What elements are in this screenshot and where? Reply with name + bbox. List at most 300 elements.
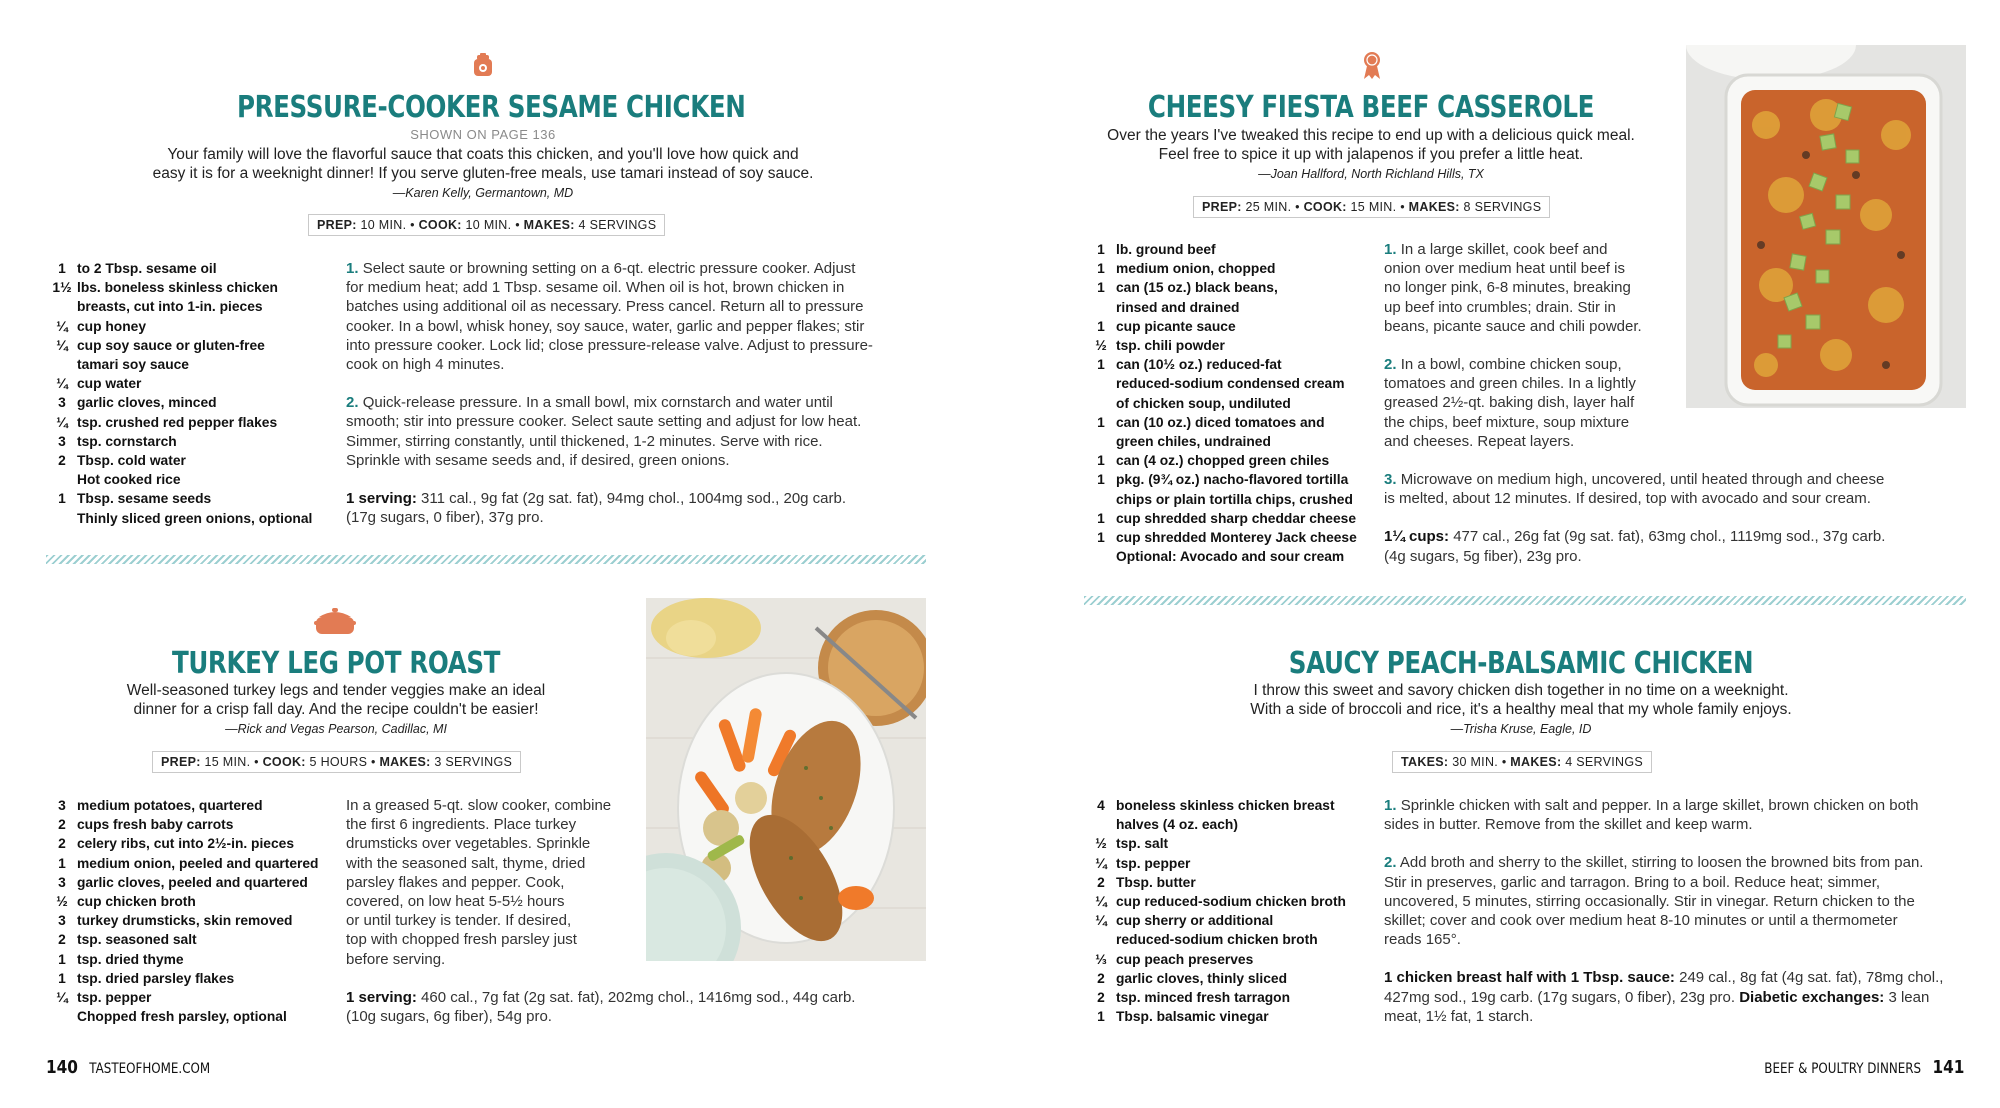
ingredient-text: medium potatoes, quartered: [77, 798, 263, 813]
ingredient-quantity: 1: [58, 491, 66, 507]
text-line: greased 2½-qt. baking dish, layer half: [1384, 394, 1635, 412]
ingredient-quantity: ¼: [1095, 855, 1107, 871]
ingredient-row: [1086, 969, 1376, 988]
paragraph-lines: [1384, 528, 1885, 564]
ingredient-text: green chiles, undrained: [1116, 434, 1271, 450]
ingredient-row: [1086, 547, 1371, 566]
ingredient-text: Tbsp. balsamic vinegar: [1116, 1009, 1269, 1025]
recipe2-intro-line: Over the years I've tweaked this recipe to end up with a delicious quick meal.: [1107, 127, 1635, 144]
ingredient-row: [47, 969, 347, 988]
recipe2-step-3: [1384, 470, 1944, 508]
text-line: and cheeses. Repeat layers.: [1384, 432, 1575, 450]
ingredient-row: [1086, 240, 1371, 259]
ingredient-quantity: [47, 1007, 77, 1026]
step-number: 1.: [346, 260, 359, 277]
text-line: smooth; stir into pressure cooker. Select saute setting and adjust for low heat.: [346, 413, 862, 431]
page-number: 140: [46, 1057, 78, 1078]
paragraph-lines: [346, 260, 873, 373]
recipe1-step-2: [346, 393, 926, 470]
ingredient-text: breasts, cut into 1-in. pieces: [77, 299, 263, 315]
ingredient-quantity: 1: [1097, 530, 1105, 546]
text-line: (4g sugars, 5g fiber), 23g pro.: [1384, 547, 1582, 565]
ingredient-quantity: 3: [58, 433, 66, 449]
ingredient-text: cup water: [77, 376, 142, 392]
ingredient-text: Tbsp. cold water: [77, 453, 186, 469]
text-line: onion over medium heat until beef is: [1384, 260, 1625, 278]
nutrition-text: 249 cal., 8g fat (4g sat. fat), 78mg chol.,: [1679, 969, 1944, 987]
ingredient-text: cup honey: [77, 318, 146, 334]
ingredient-text: tsp. dried parsley flakes: [77, 970, 235, 986]
ingredient-row: [1086, 988, 1376, 1007]
paragraph-lines: [1384, 471, 1884, 507]
ingredient-quantity: 1: [1097, 414, 1105, 430]
nutrition-label: 1 serving:: [346, 490, 417, 508]
ingredient-row: [47, 930, 347, 949]
cook-time: 5 HOURS: [309, 755, 368, 769]
nutrition-label: 1¼ cups:: [1384, 528, 1450, 546]
text-line: 311 cal., 9g fat (2g sat. fat), 94mg chol., 1004mg sod., 20g carb.: [421, 490, 847, 508]
ingredient-quantity: [1086, 547, 1116, 566]
text-line: Quick-release pressure. In a small bowl, mix cornstarch and water until: [362, 394, 833, 412]
ingredient-row: [47, 278, 337, 297]
ingredient-text: Hot cooked rice: [77, 472, 181, 488]
recipe4-title: SAUCY PEACH-BALSAMIC CHICKEN: [1288, 646, 1754, 681]
ingredient-quantity: 1: [58, 261, 66, 276]
ingredient-text: chips or plain tortilla chips, crushed: [1116, 491, 1353, 507]
ingredient-quantity: ¼: [56, 414, 68, 430]
text-line: for medium heat; add 1 Tbsp. sesame oil. When oil is hot, brown chicken in: [346, 279, 845, 297]
text-line: uncovered, 5 minutes, stirring occasionally. Stir in vinegar. Return chicken to the: [1384, 892, 1915, 910]
ingredient-quantity: 3: [58, 913, 66, 929]
paragraph-lines: [346, 490, 846, 526]
recipe1-time-box: PREP: 10 MIN. • COOK: 10 MIN. • MAKES: 4 SERVINGS: [308, 214, 665, 236]
makes-label: MAKES:: [379, 755, 431, 769]
prep-time: 10 MIN.: [360, 218, 407, 232]
recipe3-byline: —Rick and Vegas Pearson, Cadillac, MI: [225, 722, 447, 736]
paragraph-lines: [1384, 854, 1923, 948]
recipe1-directions: [346, 259, 926, 546]
ingredient-row: [1086, 374, 1371, 393]
text-line: In a bowl, combine chicken soup,: [1400, 356, 1622, 374]
recipe2-title: CHEESY FIESTA BEEF CASSEROLE: [1147, 90, 1595, 125]
ingredient-row: [1086, 1007, 1376, 1026]
recipe2-intro: [1071, 126, 1671, 184]
recipe2-byline: —Joan Hallford, North Richland Hills, TX: [1258, 167, 1484, 181]
ingredient-row: [47, 796, 347, 815]
text-line: Simmer, stirring constantly, until thickened, 1-2 minutes. Serve with rice.: [346, 432, 823, 450]
recipe3-intro-line: dinner for a crisp fall day. And the recipe couldn't be easier!: [133, 701, 539, 718]
ingredient-row: [1086, 930, 1376, 949]
nutrition-label: 1 serving:: [346, 988, 417, 1006]
page-number: 141: [1932, 1057, 1964, 1078]
ingredient-row: [1086, 278, 1371, 297]
recipe4-ingredients: [1086, 796, 1376, 1026]
recipe3-ingredients: [47, 796, 347, 1026]
recipe3-title: TURKEY LEG POT ROAST: [172, 646, 500, 681]
ingredient-text: tsp. minced fresh tarragon: [1116, 990, 1291, 1006]
ingredient-row: [47, 317, 337, 336]
ingredient-quantity: [47, 297, 77, 316]
ingredient-text: garlic cloves, peeled and quartered: [77, 874, 308, 890]
recipe1-intro: [83, 145, 883, 203]
ingredient-row: [1086, 490, 1371, 509]
ingredient-quantity: 3: [58, 798, 66, 813]
text-line: covered, on low heat 5-5½ hours: [346, 893, 565, 911]
ingredient-row: [47, 413, 337, 432]
ingredient-row: [1086, 873, 1376, 892]
text-line: cook on high 4 minutes.: [346, 356, 505, 374]
ingredient-quantity: ⅓: [1095, 951, 1107, 967]
ingredient-row: [1086, 796, 1376, 815]
ingredient-quantity: 1: [1097, 453, 1105, 469]
ingredient-quantity: 1: [58, 951, 66, 967]
ingredient-row: [47, 470, 337, 489]
ingredient-quantity: 1: [1097, 261, 1105, 277]
ingredient-quantity: 2: [1097, 990, 1105, 1006]
recipe1-byline: —Karen Kelly, Germantown, MD: [392, 186, 574, 200]
cook-label: COOK:: [262, 755, 306, 769]
ingredient-quantity: 1: [1097, 318, 1105, 334]
text-line: 460 cal., 7g fat (2g sat. fat), 202mg chol., 1416mg sod., 44g carb.: [421, 988, 856, 1006]
ingredient-row: [1086, 815, 1376, 834]
ingredient-quantity: 1: [1097, 472, 1105, 488]
ingredient-text: garlic cloves, thinly sliced: [1116, 970, 1287, 986]
ingredient-row: [47, 1007, 347, 1026]
ingredient-text: tsp. pepper: [1116, 855, 1191, 871]
nutrition-text: 427mg sod., 19g carb. (17g sugars, 0 fiber), 23g pro.: [1384, 988, 1736, 1006]
ingredient-quantity: 2: [1097, 970, 1105, 986]
casserole-photo: [1686, 45, 1966, 408]
ingredient-quantity: 1: [1097, 242, 1105, 257]
ingredient-row: [47, 950, 347, 969]
recipe2-ingredients: [1086, 240, 1371, 566]
pressure-cooker-icon: [471, 52, 495, 78]
ingredient-row: [1086, 394, 1371, 413]
ingredient-row: [1086, 892, 1376, 911]
text-line: In a greased 5-qt. slow cooker, combine: [346, 797, 612, 814]
ingredient-row: [1086, 854, 1376, 873]
ingredient-text: tsp. pepper: [77, 990, 152, 1006]
makes-label: MAKES:: [1408, 200, 1460, 214]
ingredient-text: cup chicken broth: [77, 894, 196, 910]
recipe1-intro-line: Your family will love the flavorful sauce that coats this chicken, and you'll love how quick and: [167, 146, 799, 163]
recipe2-intro-line: Feel free to spice it up with jalapenos if you prefer a little heat.: [1158, 146, 1584, 163]
text-line: reads 165°.: [1384, 931, 1461, 949]
ingredient-row: [47, 489, 337, 508]
ingredient-text: Chopped fresh parsley, optional: [77, 1009, 287, 1025]
ingredient-quantity: 1: [1097, 280, 1105, 296]
step-number: 2.: [1384, 854, 1397, 872]
text-line: (17g sugars, 0 fiber), 37g pro.: [346, 509, 544, 527]
text-line: top with chopped fresh parsley just: [346, 931, 577, 949]
ingredient-quantity: 1: [1097, 357, 1105, 373]
total-time: 30 MIN.: [1452, 755, 1499, 769]
text-line: with the seasoned salt, thyme, dried: [346, 854, 586, 872]
recipe1-ingredients: [47, 259, 337, 528]
makes-label: MAKES:: [523, 218, 575, 232]
turkey-roast-photo: [646, 598, 926, 961]
ingredient-text: lb. ground beef: [1116, 242, 1216, 257]
recipe4-intro: [1121, 681, 1921, 739]
recipe4-step-1: [1384, 796, 1974, 834]
ingredient-row: [47, 355, 337, 374]
text-line: tomatoes and green chiles. In a lightly: [1384, 375, 1636, 393]
ingredient-quantity: 2: [1097, 874, 1105, 890]
ingredient-quantity: ½: [56, 894, 68, 910]
nutrition-text: meat, 1½ fat, 1 starch.: [1384, 1007, 1534, 1025]
ingredient-quantity: ¼: [1095, 913, 1107, 929]
ingredient-quantity: [1086, 298, 1116, 317]
ingredient-quantity: 3: [58, 395, 66, 411]
ingredient-row: [1086, 317, 1371, 336]
ingredient-text: tsp. crushed red pepper flakes: [77, 414, 278, 430]
ingredient-row: [1086, 451, 1371, 470]
ingredient-row: [47, 892, 347, 911]
ingredient-text: Tbsp. butter: [1116, 874, 1196, 890]
recipe2-nutrition: [1384, 527, 1944, 565]
ingredient-quantity: 4: [1097, 798, 1105, 813]
paragraph-lines: [346, 797, 611, 968]
text-line: the first 6 ingredients. Place turkey: [346, 816, 577, 834]
recipe4-step-2: [1384, 853, 1974, 949]
nutrition-label: 1 chicken breast half with 1 Tbsp. sauce:: [1384, 969, 1675, 987]
text-line: 477 cal., 26g fat (9g sat. fat), 63mg chol., 1119mg sod., 37g carb.: [1453, 528, 1886, 546]
recipe1-step-1: [346, 259, 926, 374]
text-line: is melted, about 12 minutes. If desired, top with avocado and sour cream.: [1384, 490, 1871, 508]
recipe1-shown-on: SHOWN ON PAGE 136: [410, 127, 556, 142]
ingredient-quantity: ¼: [56, 318, 68, 334]
paragraph-lines: [346, 989, 855, 1025]
ingredient-quantity: 2: [58, 453, 66, 469]
servings: 3 SERVINGS: [434, 755, 513, 769]
ingredient-quantity: [1086, 930, 1116, 949]
ingredient-row: [1086, 470, 1371, 489]
ingredient-text: boneless skinless chicken breast: [1116, 798, 1335, 813]
ingredient-text: cup sherry or additional: [1116, 913, 1274, 929]
ingredient-quantity: 2: [58, 817, 66, 833]
diabetic-exchanges-label: Diabetic exchanges:: [1739, 988, 1885, 1006]
ingredient-row: [47, 297, 337, 316]
ingredient-quantity: [1086, 374, 1116, 393]
ingredient-text: to 2 Tbsp. sesame oil: [77, 261, 217, 276]
takes-label: TAKES:: [1401, 755, 1449, 769]
ingredient-row: [1086, 528, 1371, 547]
ingredient-text: lbs. boneless skinless chicken: [77, 280, 278, 296]
ingredient-text: cup picante sauce: [1116, 318, 1236, 334]
slow-cooker-icon: [313, 608, 357, 636]
text-line: skillet; cover and cook over medium heat 8-10 minutes or until a thermometer: [1384, 912, 1898, 930]
ingredient-text: tamari soy sauce: [77, 357, 189, 373]
ingredient-quantity: [1086, 432, 1116, 451]
text-line: no longer pink, 6-8 minutes, breaking: [1384, 279, 1631, 297]
ingredient-text: cup reduced-sodium chicken broth: [1116, 894, 1346, 910]
ingredient-quantity: [47, 509, 77, 528]
ingredient-text: can (15 oz.) black beans,: [1116, 280, 1278, 296]
ingredient-text: medium onion, chopped: [1116, 261, 1276, 277]
ingredient-row: [47, 911, 347, 930]
ingredient-text: tsp. cornstarch: [77, 433, 177, 449]
ingredient-quantity: [47, 470, 77, 489]
ingredient-text: cup shredded Monterey Jack cheese: [1116, 530, 1357, 546]
ingredient-quantity: [1086, 490, 1116, 509]
text-line: or until turkey is tender. If desired,: [346, 912, 572, 930]
ingredient-text: tsp. dried thyme: [77, 951, 184, 967]
ingredient-text: tsp. salt: [1116, 836, 1169, 852]
recipe1-title: PRESSURE-COOKER SESAME CHICKEN: [237, 90, 746, 125]
ingredient-text: cup soy sauce or gluten-free: [77, 337, 265, 353]
ingredient-text: can (10½ oz.) reduced-fat: [1116, 357, 1282, 373]
ingredient-text: tsp. seasoned salt: [77, 932, 197, 948]
ingredient-quantity: 2: [58, 836, 66, 852]
ingredient-text: pkg. (9¾ oz.) nacho-flavored tortilla: [1116, 472, 1349, 488]
ingredient-row: [47, 451, 337, 470]
ingredient-row: [1086, 509, 1371, 528]
ingredient-quantity: ¼: [56, 990, 68, 1006]
section-divider: [46, 555, 926, 564]
ingredient-quantity: [1086, 394, 1116, 413]
ingredient-text: celery ribs, cut into 2½-in. pieces: [77, 836, 294, 852]
ingredient-quantity: 1: [58, 855, 66, 871]
nutrition-text: 3 lean: [1888, 988, 1930, 1006]
recipe4-intro-line: With a side of broccoli and rice, it's a healthy meal that my whole family enjoys.: [1250, 701, 1792, 718]
ingredient-row: [1086, 259, 1371, 278]
recipe1-nutrition: [346, 489, 926, 527]
step-number: 3.: [1384, 471, 1397, 489]
ingredient-text: reduced-sodium chicken broth: [1116, 932, 1318, 948]
recipe2-time-box: PREP: 25 MIN. • COOK: 15 MIN. • MAKES: 8 SERVINGS: [1193, 196, 1550, 218]
ingredient-quantity: 1: [1097, 510, 1105, 526]
servings: 8 SERVINGS: [1463, 200, 1542, 214]
paragraph-lines: [1384, 241, 1642, 335]
section-divider: [1084, 596, 1966, 605]
ingredient-quantity: ¼: [1095, 894, 1107, 910]
ingredient-quantity: 3: [58, 874, 66, 890]
ingredient-row: [1086, 298, 1371, 317]
text-line: cooker. In a bowl, whisk honey, soy sauce, water, garlic and pepper flakes; stir: [346, 317, 865, 335]
recipe4-byline: —Trisha Kruse, Eagle, ID: [1450, 722, 1592, 736]
prep-label: PREP:: [317, 218, 357, 232]
ingredient-text: halves (4 oz. each): [1116, 817, 1238, 833]
cook-label: COOK:: [1303, 200, 1347, 214]
ingredient-row: [47, 509, 337, 528]
ingredient-text: turkey drumsticks, skin removed: [77, 913, 293, 929]
recipe4-intro-line: I throw this sweet and savory chicken dish together in no time on a weeknight.: [1253, 682, 1789, 699]
ingredient-row: [47, 815, 347, 834]
text-line: In a large skillet, cook beef and: [1400, 241, 1608, 258]
text-line: Sprinkle chicken with salt and pepper. In a large skillet, brown chicken on both: [1400, 797, 1919, 814]
recipe4-nutrition: [1384, 968, 1974, 1026]
ingredient-row: [1086, 355, 1371, 374]
prep-time: 25 MIN.: [1245, 200, 1292, 214]
text-line: Microwave on medium high, uncovered, until heated through and cheese: [1400, 471, 1885, 489]
site-name: TASTEOFHOME.COM: [89, 1061, 211, 1077]
ingredient-text: rinsed and drained: [1116, 299, 1240, 315]
ingredient-text: cup shredded sharp cheddar cheese: [1116, 510, 1356, 526]
ingredient-quantity: ¼: [56, 376, 68, 392]
ingredient-row: [1086, 834, 1376, 853]
text-line: the chips, beef mixture, soup mixture: [1384, 413, 1630, 431]
ingredient-text: can (4 oz.) chopped green chiles: [1116, 453, 1330, 469]
paragraph-lines: [1384, 356, 1636, 450]
ingredient-text: Optional: Avocado and sour cream: [1116, 549, 1345, 565]
cook-time: 15 MIN.: [1350, 200, 1397, 214]
footer-right: [1764, 1057, 1964, 1078]
ingredient-quantity: ¼: [56, 337, 68, 353]
ingredient-text: cup peach preserves: [1116, 951, 1254, 967]
text-line: into pressure cooker. Lock lid; close pressure-release valve. Adjust to pressure-: [346, 336, 873, 354]
cook-time: 10 MIN.: [465, 218, 512, 232]
text-line: Stir in preserves, garlic and tarragon. Bring to a boil. Reduce heat; simmer,: [1384, 873, 1881, 891]
text-line: parsley flakes and pepper. Cook,: [346, 873, 565, 891]
ingredient-text: garlic cloves, minced: [77, 395, 217, 411]
ingredient-row: [47, 259, 337, 278]
ingredient-row: [1086, 911, 1376, 930]
ingredient-row: [1086, 432, 1371, 451]
text-line: batches using additional oil as necessary. Press cancel. Return all to pressure: [346, 298, 864, 316]
ingredient-quantity: 1½: [52, 280, 72, 296]
makes-label: MAKES:: [1510, 755, 1562, 769]
paragraph-lines: [346, 394, 861, 469]
step-number: 1.: [1384, 241, 1397, 258]
ingredient-quantity: 1: [58, 970, 66, 986]
prep-time: 15 MIN.: [204, 755, 251, 769]
prep-label: PREP:: [1202, 200, 1242, 214]
ingredient-quantity: ½: [1095, 836, 1107, 852]
ingredient-text: reduced-sodium condensed cream: [1116, 376, 1345, 392]
text-line: (10g sugars, 6g fiber), 54g pro.: [346, 1008, 552, 1026]
text-line: up beef into crumbles; drain. Stir in: [1384, 298, 1616, 316]
ingredient-row: [1086, 413, 1371, 432]
text-line: drumsticks over vegetables. Sprinkle: [346, 835, 591, 853]
award-ribbon-icon: [1361, 50, 1383, 80]
ingredient-text: tsp. chili powder: [1116, 338, 1225, 354]
step-number: 2.: [346, 394, 359, 412]
recipe1-intro-line: easy it is for a weeknight dinner! If you serve gluten-free meals, use tamari instead of soy sauce.: [152, 165, 814, 182]
ingredient-text: can (10 oz.) diced tomatoes and: [1116, 414, 1325, 430]
cook-label: COOK:: [418, 218, 462, 232]
recipe3-nutrition: [346, 988, 866, 1026]
ingredient-row: [1086, 336, 1371, 355]
recipe3-intro: [86, 681, 586, 739]
text-line: Add broth and sherry to the skillet, stirring to loosen the browned bits from pan.: [1399, 854, 1924, 872]
text-line: Sprinkle with sesame seeds and, if desired, green onions.: [346, 451, 730, 469]
ingredient-row: [47, 432, 337, 451]
ingredient-text: Thinly sliced green onions, optional: [77, 510, 313, 526]
recipe3-intro-line: Well-seasoned turkey legs and tender veggies make an ideal: [126, 682, 546, 699]
ingredient-row: [47, 854, 347, 873]
recipe3-time-box: PREP: 15 MIN. • COOK: 5 HOURS • MAKES: 3 SERVINGS: [152, 751, 521, 773]
recipe4-directions: [1384, 796, 1974, 1045]
ingredient-quantity: 2: [58, 932, 66, 948]
ingredient-text: Tbsp. sesame seeds: [77, 491, 212, 507]
ingredient-row: [47, 336, 337, 355]
ingredient-row: [47, 988, 347, 1007]
text-line: Select saute or browning setting on a 6-qt. electric pressure cooker. Adjust: [362, 260, 856, 277]
prep-label: PREP:: [161, 755, 201, 769]
recipe4-time-box: TAKES: 30 MIN. • MAKES: 4 SERVINGS: [1392, 751, 1652, 773]
text-line: beans, picante sauce and chili powder.: [1384, 317, 1642, 335]
text-line: before serving.: [346, 950, 446, 968]
ingredient-row: [47, 393, 337, 412]
ingredient-quantity: 1: [1097, 1009, 1105, 1025]
ingredient-text: medium onion, peeled and quartered: [77, 855, 319, 871]
ingredient-text: of chicken soup, undiluted: [1116, 395, 1291, 411]
ingredient-row: [47, 873, 347, 892]
servings: 4 SERVINGS: [1565, 755, 1643, 769]
footer-left: [46, 1057, 210, 1078]
ingredient-text: cups fresh baby carrots: [77, 817, 234, 833]
servings: 4 SERVINGS: [578, 218, 657, 232]
